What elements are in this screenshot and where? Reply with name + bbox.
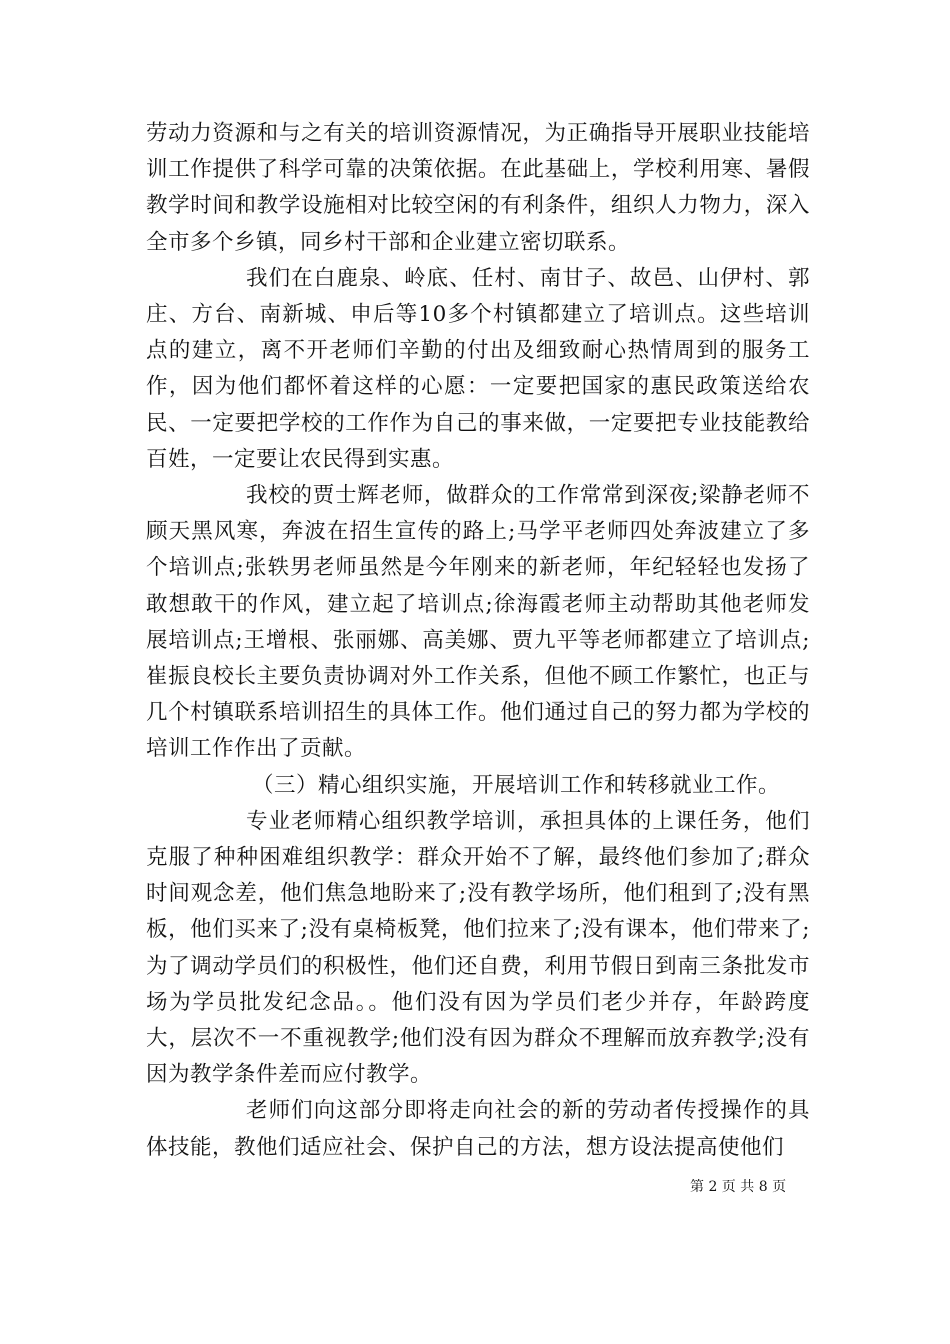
section-heading-implementation: （三）精心组织实施，开展培训工作和转移就业工作。: [252, 772, 781, 798]
paragraph-teaching-difficulties: 专业老师精心组织教学培训，承担具体的上课任务，他们克服了种种困难组织教学：群众开始不了解，最终他们参加了;群众时间观念差，他们焦急地盼来了;没有教学场所，他们租到了;没有黑板，他们买来了;没有桌椅板凳，他们拉来了;没有课本，他们带来了;为了调动学员们的积极性，他们还自费，利用节假日到南三条批发市场为学员批发纪念品。。他们没有因为学员们老少并存，年龄跨度大，层次不一不重视教学;他们没有因为群众不理解而放弃教学;没有因为教学条件差而应付教学。: [146, 808, 810, 1088]
paragraph-training-points: 我们在白鹿泉、岭底、任村、南甘子、故邑、山伊村、郭庄、方台、南新城、申后等10多个村镇都建立了培训点。这些培训点的建立，离不开老师们辛勤的付出及细致耐心热情周到的服务工作，因为他们都怀着这样的心愿：一定要把国家的惠民政策送给农民、一定要把学校的工作作为自己的事来做，一定要把专业技能教给百姓，一定要让农民得到实惠。: [146, 265, 810, 472]
paragraph-teacher-contributions: 我校的贾士辉老师，做群众的工作常常到深夜;梁静老师不顾天黑风寒，奔波在招生宣传的路上;马学平老师四处奔波建立了多个培训点;张轶男老师虽然是今年刚来的新老师，年纪轻轻也发扬了敢想敢干的作风，建立起了培训点;徐海霞老师主动帮助其他老师发展培训点;王增根、张丽娜、高美娜、贾九平等老师都建立了培训点;崔振良校长主要负责协调对外工作关系，但他不顾工作繁忙，也正与几个村镇联系培训招生的具体工作。他们通过自己的努力都为学校的培训工作作出了贡献。: [146, 483, 810, 762]
paragraph-resources-continued: 劳动力资源和与之有关的培训资源情况，为正确指导开展职业技能培训工作提供了科学可靠的决策依据。在此基础上，学校利用寒、暑假教学时间和教学设施相对比较空闲的有利条件，组织人力物力，深入全市多个乡镇，同乡村干部和企业建立密切联系。: [146, 121, 810, 255]
paragraph-skills-transfer: 老师们向这部分即将走向社会的新的劳动者传授操作的具体技能，教他们适应社会、保护自己的方法，想方设法提高使他们: [146, 1098, 810, 1160]
page-number-footer: 第 2 页 共 8 页: [690, 1179, 787, 1195]
body-text: [146, 116, 810, 1166]
